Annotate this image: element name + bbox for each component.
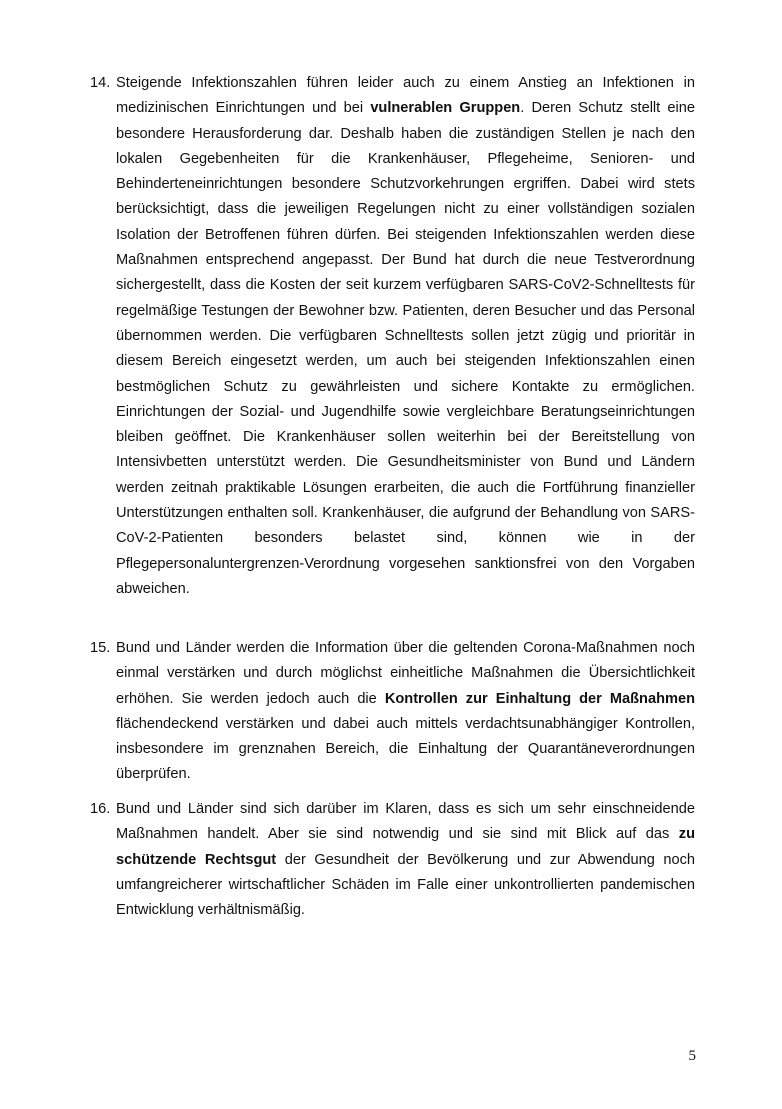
paragraph-text: Bund und Länder werden die Information über die geltenden Corona-Maßnahmen noch einmal verstärken und durch möglichst einheitliche Maßnahmen die Übersichtlichkeit erhöhen. Sie werden jedoch auch die: [116, 640, 695, 707]
page-number: 5: [688, 1048, 696, 1064]
paragraph-text: der Gesundheit der Bevölkerung und zur Abwendung noch umfangreicherer wirtschaftlicher Schäden im Falle einer unkontrollierten pandemischen Entwicklung verhältnismäßig.: [116, 851, 695, 919]
item-paragraph: [116, 71, 695, 602]
item-paragraph: [116, 797, 695, 923]
item-number: 16.: [90, 801, 111, 817]
list-item-14: [90, 71, 695, 602]
emphasis-controls: Kontrollen zur Einhaltung der Maßnahmen: [384, 690, 696, 707]
item-number: 14.: [90, 75, 111, 91]
paragraph-text: . Deren Schutz stellt eine besondere Herausforderung dar. Deshalb haben die zuständigen Stellen je nach den lokalen Gegebenheiten für die Krankenhäuser, Pflegeheime, Senioren- und Behinderteneinrichtungen besondere Schutzvorkehrungen ergriffen. Dabei wird stets berücksichtigt, dass die jeweiligen Regelungen nicht zu einer vollständigen sozialen Isolation der Betroffenen führen dürfen. Bei steigenden Infektionszahlen werden diese Maßnahmen entsprechend angepasst. Der Bund hat durch die neue Testverordnung sichergestellt, dass die Kosten der seit kurzem verfügbaren SARS-CoV2-Schnelltests für regelmäßige Testungen der Bewohner bzw. Patienten, deren Besucher und das Personal übernommen werden. Die verfügbaren Schnelltests sollen jetzt zügig und prioritär in diesem Bereich eingesetzt werden, um auch bei steigenden Infektionszahlen einen bestmöglichen Schutz zu gewährleisten und sichere Kontakte zu ermöglichen. Einrichtungen der Sozial- und Jugendhilfe sowie vergleichbare Beratungseinrichtungen bleiben geöffnet. Die Krankenhäuser sollen weiterhin bei der Bereitstellung von Intensivbetten unterstützt werden. Die Gesundheitsminister von Bund und Ländern werden zeitnah praktikable Lösungen erarbeiten, die auch die Fortführung finanzieller Unterstützungen enthalten soll. Krankenhäuser, die aufgrund der Behandlung von SARS-CoV-2-Patienten besonders belastet sind, können wie in der Pflegepersonaluntergrenzen-Verordnung vorgesehen sanktionsfrei von den Vorgaben abweichen.: [116, 100, 696, 597]
item-paragraph: [116, 636, 695, 788]
paragraph-text: Steigende Infektionszahlen führen leider auch zu einem Anstieg an Infektionen in medizinischen Einrichtungen und bei: [116, 75, 695, 117]
paragraph-text: Bund und Länder sind sich darüber im Klaren, dass es sich um sehr einschneidende Maßnahmen handelt. Aber sie sind notwendig und sie sind mit Blick auf das: [116, 801, 695, 843]
list-item-15: [90, 636, 695, 788]
item-number: 15.: [90, 640, 111, 656]
emphasis-vulnerable-groups: vulnerablen Gruppen: [370, 100, 521, 117]
paragraph-text: flächendeckend verstärken und dabei auch mittels verdachtsunabhängiger Kontrollen, insbesondere im grenznahen Bereich, die Einhaltung der Quarantäneverordnungen überprüfen.: [116, 715, 695, 783]
list-item-16: [90, 797, 695, 923]
emphasis-legal-interest: zu schützende Rechtsgut: [116, 826, 695, 868]
